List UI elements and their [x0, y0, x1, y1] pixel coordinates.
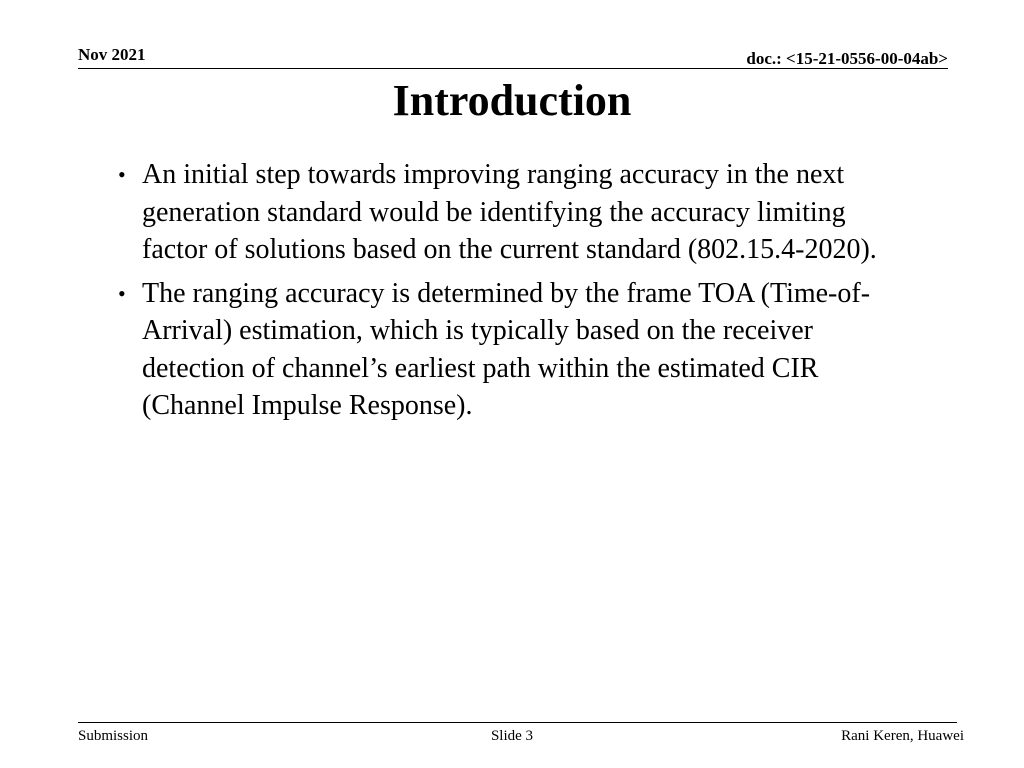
bullet-text: An initial step towards improving ranging accuracy in the next generation standard would be identifying the accuracy limiting factor of solutions based on the current standard (802.15.4-2020).: [142, 159, 877, 265]
bullet-item: [118, 275, 908, 425]
header-doc-id: doc.: <15-21-0556-00-04ab>: [746, 49, 948, 68]
footer-divider: [78, 722, 957, 723]
bullet-dot-icon: •: [118, 280, 126, 306]
bullet-item: [118, 156, 908, 269]
bullet-dot-icon: •: [118, 162, 126, 187]
footer-author: Rani Keren, Huawei: [841, 728, 964, 744]
slide-title: Introduction: [392, 76, 632, 125]
header-date: Nov 2021: [78, 45, 146, 64]
bullet-text: The ranging accuracy is determined by the frame TOA (Time-of-Arrival) estimation, which is typically based on the receiver detection of channel’s earliest path within the estimated CIR (Channel Impulse Response).: [142, 277, 871, 421]
header-divider: [78, 68, 948, 69]
bullet-list: [118, 156, 908, 431]
footer-slide-number: Slide 3: [490, 728, 534, 744]
footer-submission: Submission: [78, 728, 149, 744]
